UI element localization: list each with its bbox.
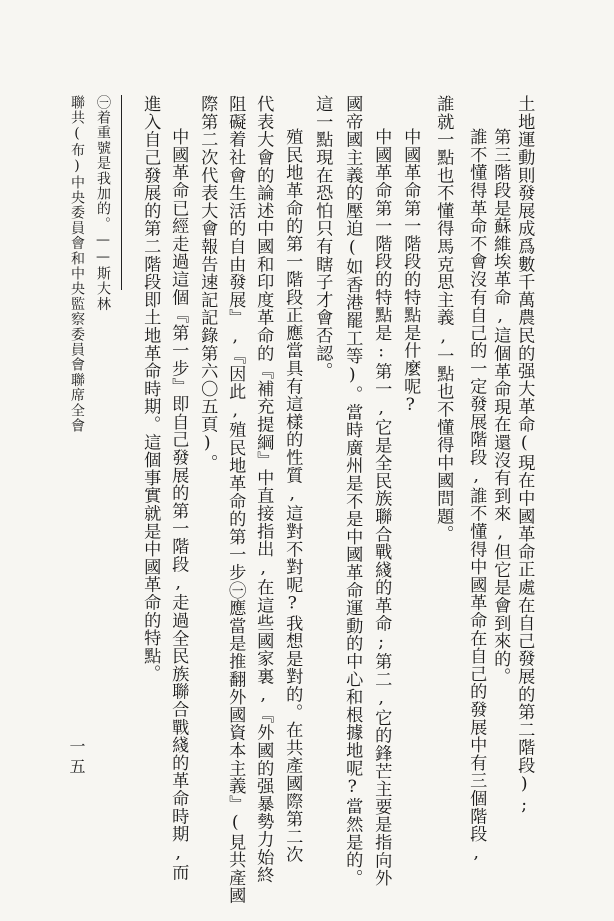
body-line-2: 第三階段是蘇維埃革命,這個革命現在還沒有到來,但它是會到來的。 — [490, 128, 511, 686]
body-line-5: 中國革命第一階段的特點是什麼呢? — [400, 128, 421, 416]
page-number: 一五 — [67, 738, 86, 778]
footnote-line — [96, 95, 110, 495]
body-line-6: 中國革命第一階段的特點是:第一,它是全民族聯合戰綫的革命;第二,它的鋒芒主要是指向外 — [371, 128, 392, 887]
footnote-separator — [121, 95, 122, 290]
body-line-13: 中國革命已經走過這個『第一步』即自己發展的第一階段,走過全民族聯合戰綫的革命時期,而 — [168, 128, 189, 882]
footnote-text: 着重號是我加的。——斯大林 — [95, 110, 111, 312]
body-line-3: 誰不懂得革命不會沒有自己的一定發展階段,誰不懂得中國革命在自己的發展中有三個階段, — [466, 128, 487, 864]
body-line-12: 際第二次代表大會報告速記記錄第六〇五頁)。 — [197, 95, 218, 472]
body-line-7: 國帝國主義的壓迫(如香港罷工等)。當時廣州是不是中國革命運動的中心和根據地呢?當然是的。 — [342, 95, 363, 887]
body-line-9: 殖民地革命的第一階段正應當具有這樣的性質,這對不對呢?我想是對的。在共產國際第二次 — [282, 128, 303, 864]
body-line-4: 誰就一點也不懂得馬克思主義,一點也不懂得中國問題。 — [433, 95, 454, 543]
body-line-11: 阻礙着社會生活的自由發展』,『因此,殖民地革命的第一步㊀應當是推翻外國資本主義』(見共產國 — [225, 95, 246, 905]
running-footer: 聯共(布)中央委員會和中央監察委員會聯席全會 — [69, 95, 85, 434]
body-line-14: 進入自己發展的第二階段即土地革命時期。這個事實就是中國革命的特點。 — [140, 95, 161, 683]
body-line-1: 土地運動則發展成爲數千萬農民的强大革命(現在中國革命正處在自己發展的第二階段); — [514, 95, 535, 816]
footnote-marker: ㊀ — [95, 95, 111, 111]
body-line-8: 這一點現在恐怕只有瞎子才會否認。 — [312, 95, 333, 380]
body-line-10: 代表大會的論述中國和印度革命的『補充提綱』中直接指出,在這些國家裏,『外國的强暴勢力始終 — [253, 95, 274, 884]
